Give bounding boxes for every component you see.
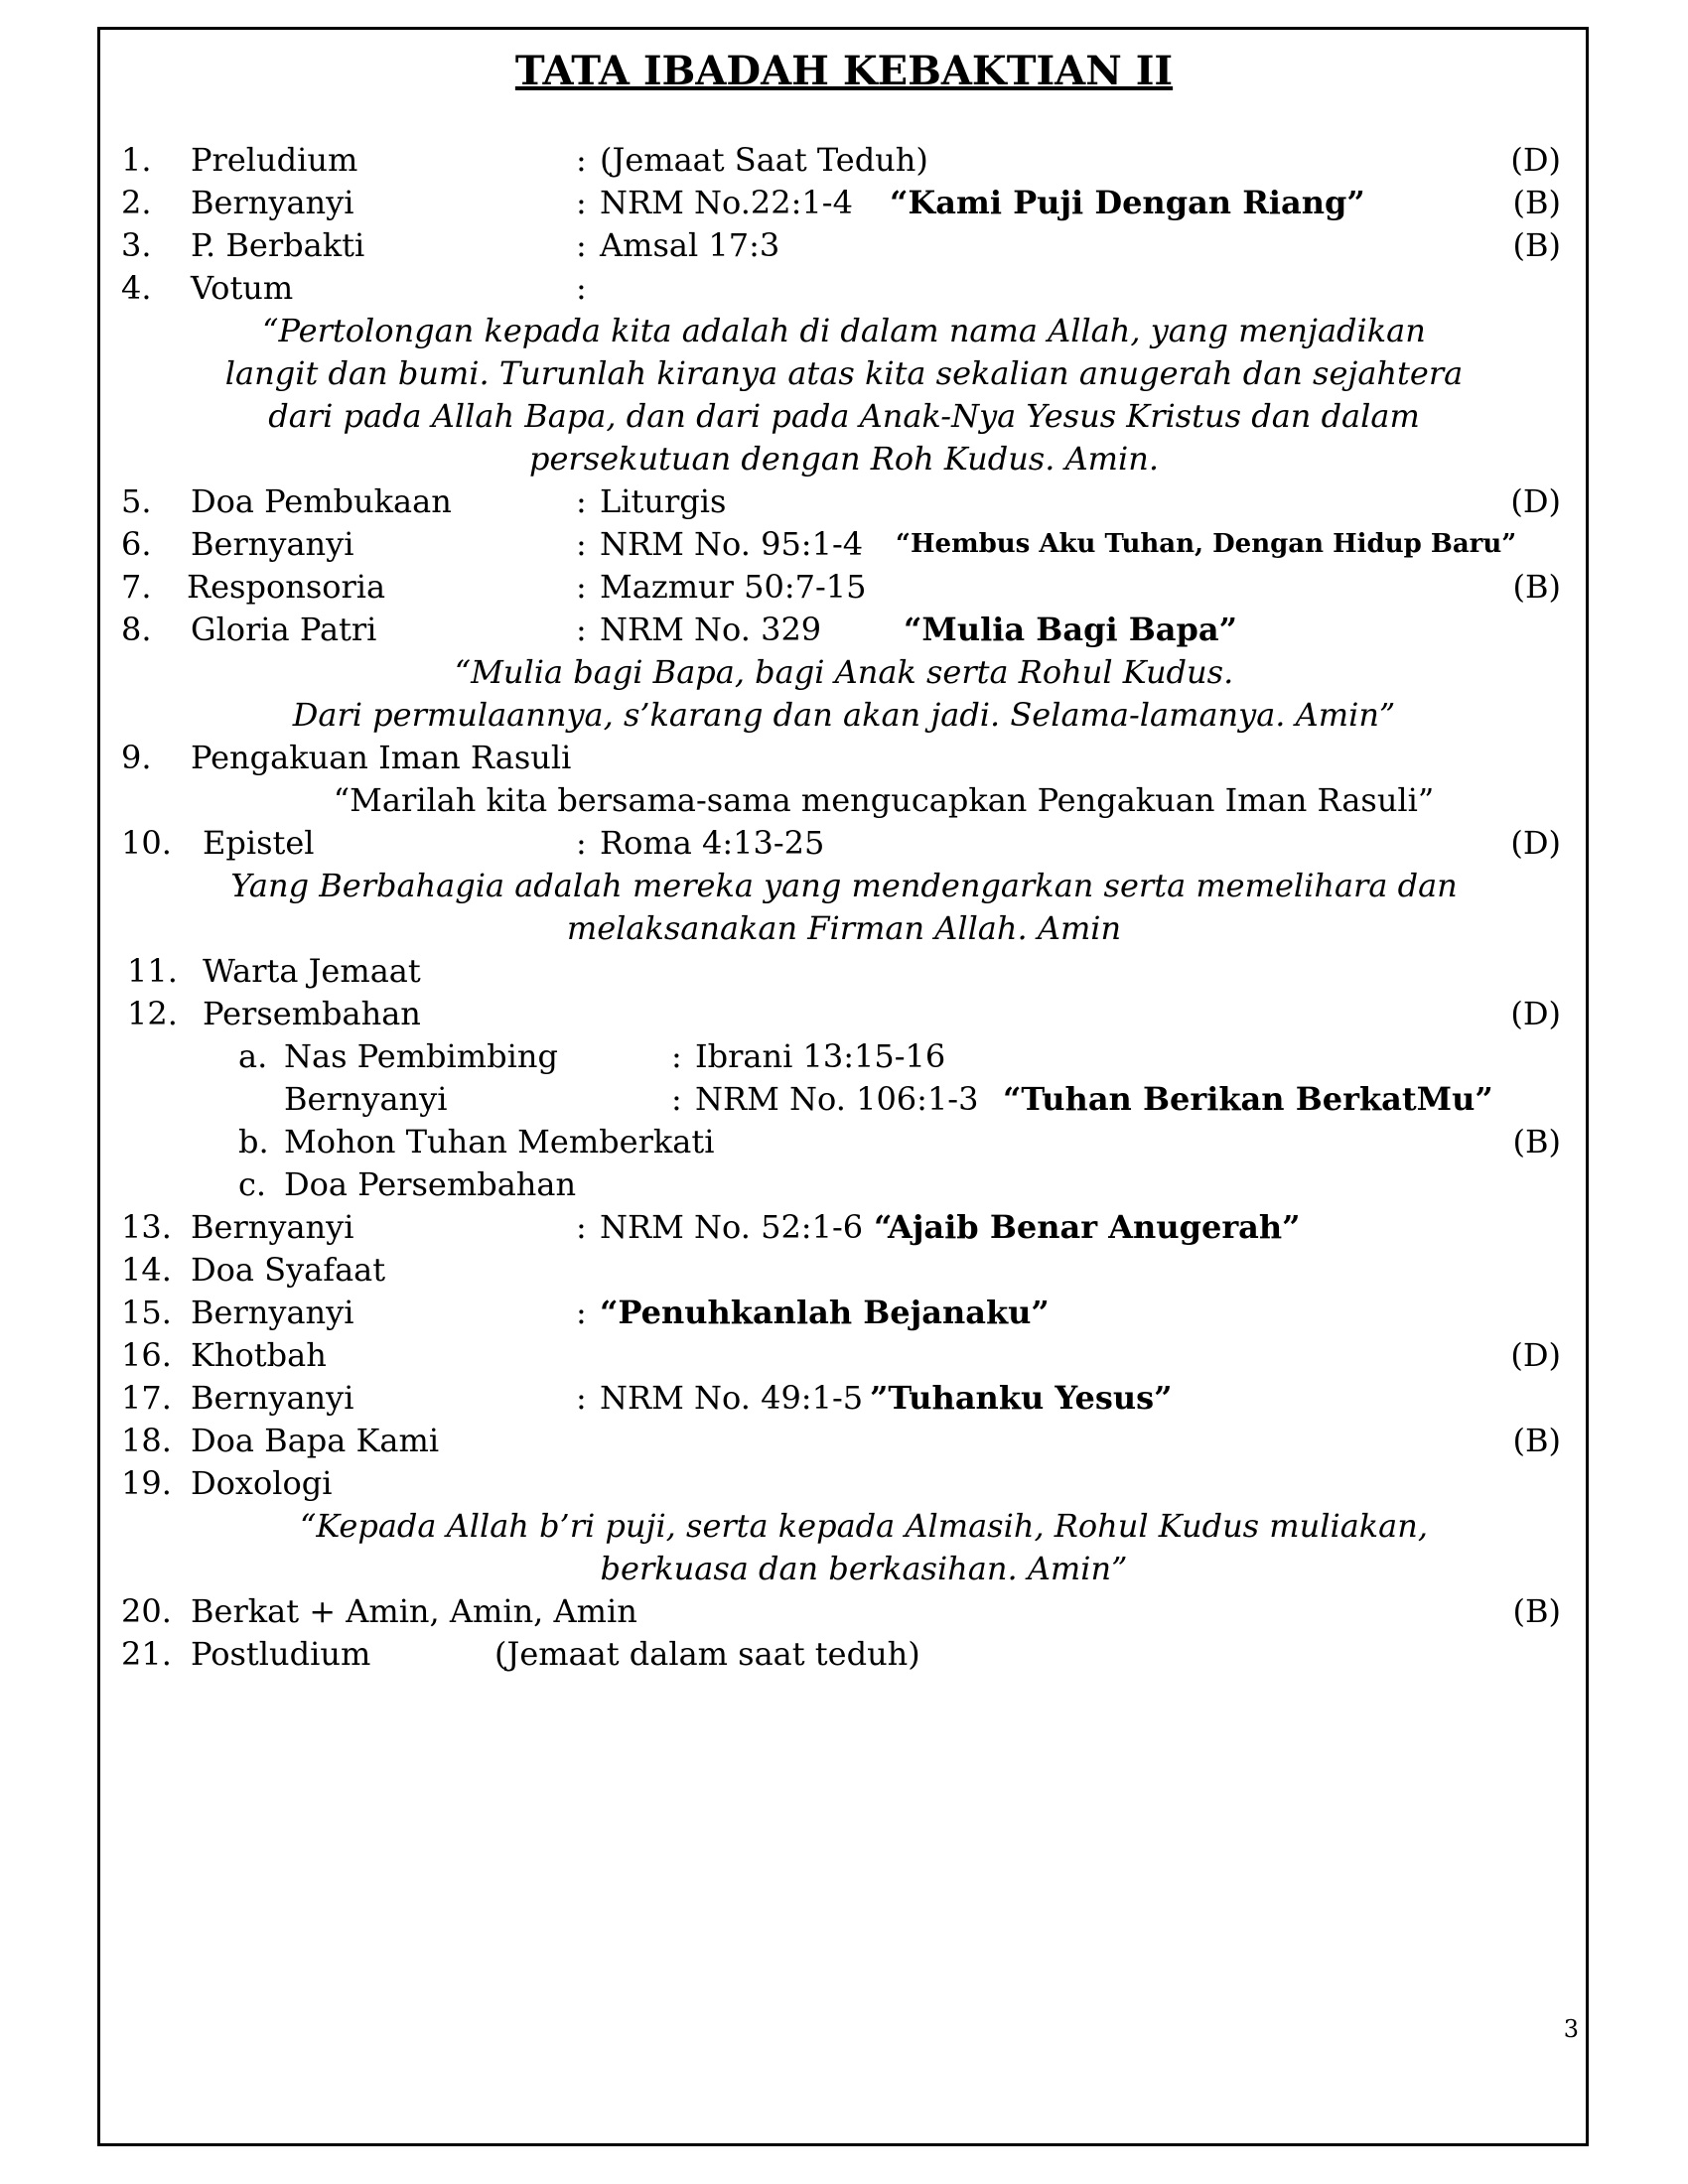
text-line: “Kepada Allah b’ri puji, serta kepada Almasih, Rohul Kudus muliakan,: [299, 1507, 1429, 1545]
song-title: “Tuhan Berikan BerkatMu”: [1003, 1080, 1493, 1118]
song-title: “Ajaib Benar Anugerah”: [874, 1208, 1301, 1246]
item-label: Postludium: [191, 1635, 371, 1673]
item-20: [0, 1590, 1688, 1633]
item-number: 14.: [121, 1251, 172, 1289]
sub-label: Doa Persembahan: [284, 1165, 577, 1203]
item-number: 6.: [121, 525, 152, 563]
item-value: Roma 4:13-25: [600, 824, 825, 862]
item-21: [0, 1633, 1688, 1676]
item-label: Berkat + Amin, Amin, Amin: [191, 1592, 637, 1630]
song-title: “Hembus Aku Tuhan, Dengan Hidup Baru”: [896, 529, 1517, 559]
item-code: (B): [1512, 226, 1561, 264]
item-colon: :: [576, 1208, 587, 1246]
votum-text: [0, 352, 1688, 395]
song-title: “Mulia Bagi Bapa”: [904, 611, 1238, 648]
item-code: (D): [1510, 482, 1561, 520]
text-line: dari pada Allah Bapa, dan dari pada Anak-Nya Yesus Kristus dan dalam: [268, 397, 1420, 435]
sub-value: NRM No. 106:1-3: [695, 1080, 979, 1118]
item-14: [0, 1249, 1688, 1292]
epistel-text: [0, 907, 1688, 950]
item-label: Bernyanyi: [191, 525, 354, 563]
item-colon: :: [576, 269, 587, 307]
sub-value: Ibrani 13:15-16: [695, 1037, 946, 1075]
item-colon: :: [576, 611, 587, 648]
item-colon: :: [576, 184, 587, 221]
item-11: [0, 950, 1688, 993]
item-code: (B): [1512, 568, 1561, 606]
text-line: berkuasa dan berkasihan. Amin”: [600, 1550, 1128, 1587]
item-colon: :: [576, 1294, 587, 1331]
song-title: “Kami Puji Dengan Riang”: [890, 184, 1365, 221]
item-17: [0, 1377, 1688, 1420]
text-line: “Marilah kita bersama-sama mengucapkan Pengakuan Iman Rasuli”: [333, 781, 1435, 819]
item-number: 8.: [121, 611, 152, 648]
item-3: [0, 224, 1688, 267]
item-label: Epistel: [203, 824, 315, 862]
doxologi-text: [0, 1548, 1688, 1590]
item-code: (B): [1512, 1123, 1561, 1160]
item-5: [0, 480, 1688, 523]
sub-letter: b.: [238, 1123, 269, 1160]
item-8: [0, 609, 1688, 651]
song-title: ”Tuhanku Yesus”: [870, 1379, 1173, 1417]
pengakuan-text: [0, 779, 1688, 822]
item-value: NRM No. 95:1-4: [600, 525, 864, 563]
item-label: Responsoria: [187, 568, 386, 606]
sub-label: Mohon Tuhan Memberkati: [284, 1123, 715, 1160]
song-title: “Penuhkanlah Bejanaku”: [600, 1294, 1050, 1331]
item-value: NRM No. 329: [600, 611, 822, 648]
item-label: Doa Bapa Kami: [191, 1422, 440, 1459]
item-number: 4.: [121, 269, 152, 307]
item-19: [0, 1462, 1688, 1505]
item-12: [0, 993, 1688, 1035]
doxologi-text: [0, 1505, 1688, 1548]
item-colon: :: [576, 1379, 587, 1417]
item-label: Doxologi: [191, 1464, 333, 1502]
item-value: Mazmur 50:7-15: [600, 568, 867, 606]
item-18: [0, 1420, 1688, 1462]
sub-label: Bernyanyi: [284, 1080, 448, 1118]
item-code: (D): [1510, 141, 1561, 179]
sub-item-b: [0, 1121, 1688, 1163]
item-label: Warta Jemaat: [203, 952, 421, 990]
item-label: Gloria Patri: [191, 611, 377, 648]
item-number: 17.: [121, 1379, 172, 1417]
text-line: “Mulia bagi Bapa, bagi Anak serta Rohul Kudus.: [454, 653, 1234, 691]
item-value: NRM No.22:1-4: [600, 184, 853, 221]
item-number: 16.: [121, 1336, 172, 1374]
item-10: [0, 822, 1688, 865]
item-number: 7.: [121, 568, 152, 606]
page-number: 3: [1563, 2015, 1579, 2043]
sub-label: Nas Pembimbing: [284, 1037, 558, 1075]
item-number: 11.: [127, 952, 178, 990]
item-number: 13.: [121, 1208, 172, 1246]
sub-letter: c.: [238, 1165, 267, 1203]
item-number: 3.: [121, 226, 152, 264]
item-number: 12.: [127, 995, 178, 1032]
item-label: Votum: [191, 269, 294, 307]
text-line: Dari permulaannya, s’karang dan akan jadi. Selama-lamanya. Amin”: [292, 696, 1396, 734]
item-code: (D): [1510, 824, 1561, 862]
item-7: [0, 566, 1688, 609]
item-value: NRM No. 49:1-5: [600, 1379, 864, 1417]
item-15: [0, 1292, 1688, 1334]
votum-text: [0, 395, 1688, 438]
item-4: [0, 267, 1688, 310]
item-code: (B): [1512, 1592, 1561, 1630]
text-line: Yang Berbahagia adalah mereka yang mendengarkan serta memelihara dan: [230, 867, 1458, 904]
item-number: 1.: [121, 141, 152, 179]
item-colon: :: [576, 568, 587, 606]
item-label: Bernyanyi: [191, 1379, 354, 1417]
item-value: Liturgis: [600, 482, 727, 520]
item-number: 21.: [121, 1635, 172, 1673]
item-label: Bernyanyi: [191, 184, 354, 221]
item-colon: :: [576, 525, 587, 563]
item-number: 19.: [121, 1464, 172, 1502]
epistel-text: [0, 865, 1688, 907]
item-colon: :: [576, 226, 587, 264]
sub-item-song: [0, 1078, 1688, 1121]
item-1: [0, 139, 1688, 182]
sub-colon: :: [671, 1080, 682, 1118]
item-number: 15.: [121, 1294, 172, 1331]
text-line: persekutuan dengan Roh Kudus. Amin.: [528, 440, 1160, 478]
votum-text: [0, 310, 1688, 352]
text-line: langit dan bumi. Turunlah kiranya atas kita sekalian anugerah dan sejahtera: [224, 354, 1464, 392]
gloria-text: [0, 694, 1688, 737]
item-label: Preludium: [191, 141, 358, 179]
item-label: Bernyanyi: [191, 1208, 354, 1246]
item-number: 9.: [121, 739, 152, 776]
sub-letter: a.: [238, 1037, 268, 1075]
item-code: (B): [1512, 1422, 1561, 1459]
item-code: (B): [1512, 184, 1561, 221]
item-number: 10.: [121, 824, 172, 862]
item-label: Khotbah: [191, 1336, 327, 1374]
item-label: Doa Syafaat: [191, 1251, 386, 1289]
text-line: “Pertolongan kepada kita adalah di dalam nama Allah, yang menjadikan: [262, 312, 1426, 349]
item-number: 18.: [121, 1422, 172, 1459]
item-number: 20.: [121, 1592, 172, 1630]
item-label: Pengakuan Iman Rasuli: [191, 739, 572, 776]
votum-text: [0, 438, 1688, 480]
item-number: 5.: [121, 482, 152, 520]
item-value: (Jemaat Saat Teduh): [600, 141, 928, 179]
item-13: [0, 1206, 1688, 1249]
sub-item-a: [0, 1035, 1688, 1078]
item-code: (D): [1510, 1336, 1561, 1374]
item-value: Amsal 17:3: [600, 226, 780, 264]
item-9: [0, 737, 1688, 779]
text-line: melaksanakan Firman Allah. Amin: [566, 909, 1122, 947]
item-label: Bernyanyi: [191, 1294, 354, 1331]
item-value: (Jemaat dalam saat teduh): [494, 1635, 920, 1673]
sub-item-c: [0, 1163, 1688, 1206]
item-colon: :: [576, 824, 587, 862]
item-2: [0, 182, 1688, 224]
item-6: [0, 523, 1688, 566]
page-title: TATA IBADAH KEBAKTIAN II: [514, 48, 1174, 94]
item-label: Persembahan: [203, 995, 421, 1032]
item-label: P. Berbakti: [191, 226, 365, 264]
item-value: NRM No. 52:1-6: [600, 1208, 864, 1246]
sub-colon: :: [671, 1037, 682, 1075]
item-number: 2.: [121, 184, 152, 221]
item-label: Doa Pembukaan: [191, 482, 452, 520]
item-colon: :: [576, 482, 587, 520]
item-colon: :: [576, 141, 587, 179]
gloria-text: [0, 651, 1688, 694]
item-16: [0, 1334, 1688, 1377]
item-code: (D): [1510, 995, 1561, 1032]
